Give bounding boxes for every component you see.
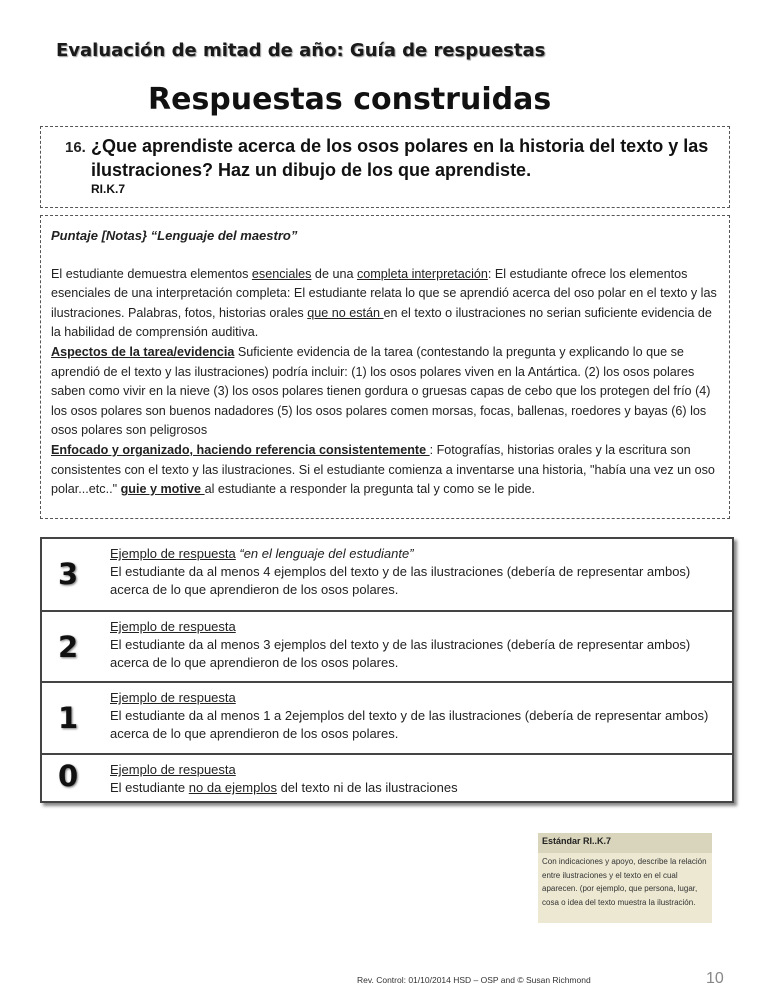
standard-heading: Estándar RI..K.7 bbox=[538, 833, 712, 853]
rubric-description bbox=[110, 618, 722, 672]
rubric-text-a: El estudiante bbox=[110, 780, 189, 795]
rubric-example-label: Ejemplo de respuesta bbox=[110, 690, 236, 705]
scoring-p1-c: : El estudiante ofrece los elementos esenciales de una interpretación completa: El estudiante relata lo que se aprendió acerca del oso polar en el texto y las ilustraciones. Palabras, fotos, historias orales bbox=[51, 266, 717, 320]
scoring-paragraph-2 bbox=[51, 343, 719, 441]
question-number: 16. bbox=[65, 139, 86, 156]
scoring-p1-not-present: que no están bbox=[307, 305, 384, 320]
question-standard: RI.K.7 bbox=[91, 182, 126, 196]
rubric-row-0 bbox=[42, 755, 732, 801]
rubric-description bbox=[110, 689, 722, 743]
rubric-example-suffix: “en el lenguaje del estudiante” bbox=[235, 546, 414, 561]
question-text: ¿Que aprendiste acerca de los osos polares en la historia del texto y las ilustraciones? Haz un dibujo de los que aprendiste. bbox=[91, 136, 709, 180]
page-number: 10 bbox=[706, 970, 724, 987]
scoring-p3-b: al estudiante a responder la pregunta tal y como se le pide. bbox=[204, 482, 536, 497]
rubric-example-label: Ejemplo de respuesta bbox=[110, 762, 236, 777]
question-box bbox=[40, 126, 730, 208]
rubric-text: El estudiante da al menos 3 ejemplos del texto y de las ilustraciones (debería de representar ambos) acerca de lo que aprendieron de los osos polares. bbox=[110, 637, 691, 670]
scoring-p1-a: El estudiante demuestra elementos bbox=[51, 266, 252, 281]
scoring-p3-label: Enfocado y organizado, haciendo referencia consistentemente bbox=[51, 442, 430, 457]
rubric-score: 0 bbox=[58, 759, 79, 793]
scoring-p3-guide: guie y motive bbox=[120, 482, 205, 497]
page-title: Respuestas construidas bbox=[148, 82, 552, 117]
rubric-row-2 bbox=[42, 612, 732, 683]
rubric-example-label: Ejemplo de respuesta bbox=[110, 619, 236, 634]
rubric-score: 3 bbox=[58, 557, 79, 591]
scoring-notes-box bbox=[40, 215, 730, 519]
question-text-block bbox=[91, 134, 721, 196]
scoring-p1-essentials: esenciales bbox=[251, 266, 312, 281]
rubric-text: El estudiante da al menos 4 ejemplos del texto y de las ilustraciones (debería de representar ambos) acerca de lo que aprendieron de los osos polares. bbox=[110, 564, 691, 597]
scoring-p1-complete-interpretation: completa interpretación bbox=[356, 266, 488, 281]
rubric-row-3 bbox=[42, 539, 732, 612]
scoring-heading: Puntaje [Notas} “Lenguaje del maestro” bbox=[51, 228, 298, 243]
scoring-p2-text: Suficiente evidencia de la tarea (contestando la pregunta y explicando lo que se aprendió de el texto y las ilustraciones) podría incluir: (1) los osos polares viven en la Antártica. (2) los osos polares saben como vivir en la nieve (3) los osos polares tienen gordura o gruesas capas de cebo que los protegen del frío (4) los osos polares son buenos nadadores (5) los osos polares comen morsas, focas, ballenas, roedores y bayas (6) los osos polares son peligrosos bbox=[51, 344, 711, 438]
scoring-p1-d: en el texto o ilustraciones no serian suficiente evidencia de la habilidad de comprensión auditiva. bbox=[51, 305, 712, 340]
scoring-paragraph-1 bbox=[51, 265, 719, 343]
rubric-example-label: Ejemplo de respuesta bbox=[110, 546, 236, 561]
rubric-description bbox=[110, 545, 722, 599]
scoring-p2-label: Aspectos de la tarea/evidencia bbox=[51, 344, 235, 359]
rubric-text-no-examples: no da ejemplos bbox=[188, 780, 277, 795]
scoring-p1-b: de una bbox=[311, 266, 357, 281]
rubric-table bbox=[40, 537, 734, 803]
standard-text: Con indicaciones y apoyo, describe la relación entre ilustraciones y el texto en el cual aparecen. (por ejemplo, que persona, lugar, cosa o idea del texto muestra la ilustración. bbox=[542, 857, 707, 907]
scoring-p3-a: : Fotografías, historias orales y la escritura son consistentes con el texto y las ilustraciones. Si el estudiante comienza a inventarse una historia, "había una vez un oso polar...etc.." bbox=[51, 442, 715, 497]
rubric-score: 1 bbox=[58, 701, 79, 735]
standard-box bbox=[538, 833, 712, 923]
scoring-paragraph-3 bbox=[51, 441, 719, 500]
rubric-text: El estudiante da al menos 1 a 2ejemplos del texto y de las ilustraciones (debería de representar ambos) acerca de lo que aprendieron de los osos polares. bbox=[110, 708, 709, 741]
header-title: Evaluación de mitad de año: Guía de respuestas bbox=[56, 40, 546, 61]
footer-revision: Rev. Control: 01/10/2014 HSD – OSP and © Susan Richmond bbox=[357, 975, 591, 985]
rubric-text-b: del texto ni de las ilustraciones bbox=[276, 780, 458, 795]
rubric-score: 2 bbox=[58, 630, 79, 664]
rubric-row-1 bbox=[42, 683, 732, 755]
rubric-description bbox=[110, 761, 722, 797]
